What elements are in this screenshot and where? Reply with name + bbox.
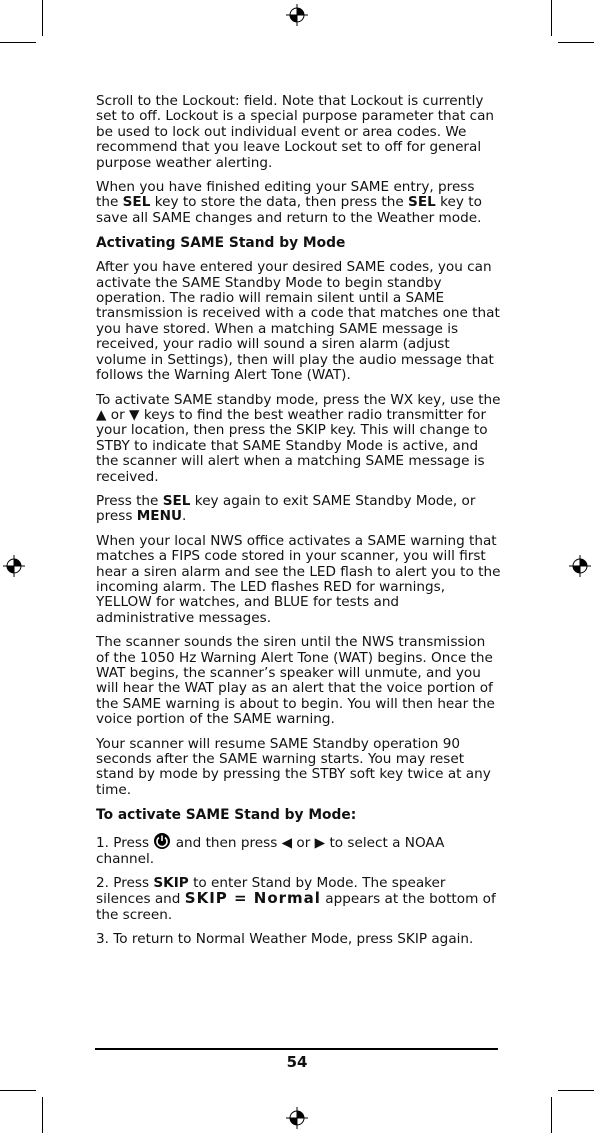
paragraph-nws-warning: When your local NWS office activates a SAME warning that matches a FIPS code stored in your scanner, you will first hear a siren alarm and see the LED flash to alert you to the incoming alarm. The LED flashes RED for warnings, YELLOW for watches, and BLUE for tests and administrative messages. — [96, 532, 501, 626]
paragraph-save-entry: When you have finished editing your SAME entry, press the SEL key to store the data, then press the SEL key to save all SAME changes and return to the Weather mode. — [96, 179, 482, 226]
crop-mark — [558, 42, 594, 43]
sel-key-label: SEL — [162, 492, 191, 509]
up-arrow-icon: ▲ — [96, 406, 107, 423]
menu-key-label: MENU — [136, 508, 183, 525]
registration-mark-icon — [286, 4, 308, 26]
crop-mark — [42, 0, 43, 36]
sel-key-label: SEL — [408, 194, 436, 211]
crop-mark — [0, 42, 36, 43]
step-1: 1. Press and then press ◀ or ▶ to select a NOAA channel. — [96, 832, 501, 867]
crop-mark — [558, 1090, 594, 1091]
lcd-display-text: SKIP = Normal — [184, 889, 321, 908]
heading-steps: To activate SAME Stand by Mode: — [96, 807, 357, 824]
footer-rule — [95, 1048, 498, 1050]
registration-mark-icon — [3, 555, 25, 577]
left-arrow-icon: ◀ — [281, 835, 293, 852]
crop-mark — [551, 1097, 552, 1133]
paragraph-standby-intro: After you have entered your desired SAME codes, you can activate the SAME Standby Mode to begin standby operation. The radio will remain silent until a SAME transmission is received with a code that matches one that you have stored. When a matching SAME message is received, your radio will sound a siren alarm (adjust volume in Settings), then will play the audio message that follows the Warning Alert Tone (WAT). — [96, 259, 500, 384]
crop-mark — [42, 1097, 43, 1133]
skip-key-label: SKIP — [153, 875, 189, 892]
paragraph-siren: The scanner sounds the siren until the NWS transmission of the 1050 Hz Warning Alert Tone (WAT) begins. Once the WAT begins, the scanner’s speaker will unmute, and you will hear the WAT play as an alert that the voice portion of the SAME warning is about to begin. You will then hear the voice portion of the SAME warning. — [96, 634, 495, 728]
registration-mark-icon — [569, 555, 591, 577]
paragraph-activate-standby: To activate SAME standby mode, press the WX key, use the ▲ or ▼ keys to find the best weather radio transmitter for your location, then press the SKIP key. This will change to STBY to indicate that SAME Standby Mode is active, and the scanner will alert when a matching SAME message is received. — [96, 391, 501, 485]
crop-mark — [0, 1090, 36, 1091]
paragraph-lockout: Scroll to the Lockout: field. Note that Lockout is currently set to off. Lockout is a special purpose parameter that can be used to lock out individual event or area codes. We recommend that you leave Lockout set to off for general purpose weather alerting. — [96, 93, 495, 171]
crop-mark — [551, 0, 552, 36]
step-2: 2. Press SKIP to enter Stand by Mode. The speaker silences and SKIP = Normal appears at the bottom of the screen. — [96, 875, 496, 923]
paragraph-resume-standby: Your scanner will resume SAME Standby operation 90 seconds after the SAME warning starts. You may reset stand by mode by pressing the STBY soft key twice at any time. — [96, 735, 491, 798]
down-arrow-icon: ▼ — [129, 406, 140, 423]
power-button-icon — [153, 832, 171, 850]
step-3: 3. To return to Normal Weather Mode, press SKIP again. — [96, 931, 474, 948]
heading-activating-standby: Activating SAME Stand by Mode — [96, 235, 346, 252]
sel-key-label: SEL — [122, 194, 151, 211]
paragraph-exit-standby: Press the SEL key again to exit SAME Standby Mode, or press MENU. — [96, 492, 476, 525]
page-number: 54 — [286, 1053, 308, 1071]
right-arrow-icon: ▶ — [314, 835, 326, 852]
registration-mark-icon — [286, 1107, 308, 1129]
page-body — [96, 94, 501, 957]
